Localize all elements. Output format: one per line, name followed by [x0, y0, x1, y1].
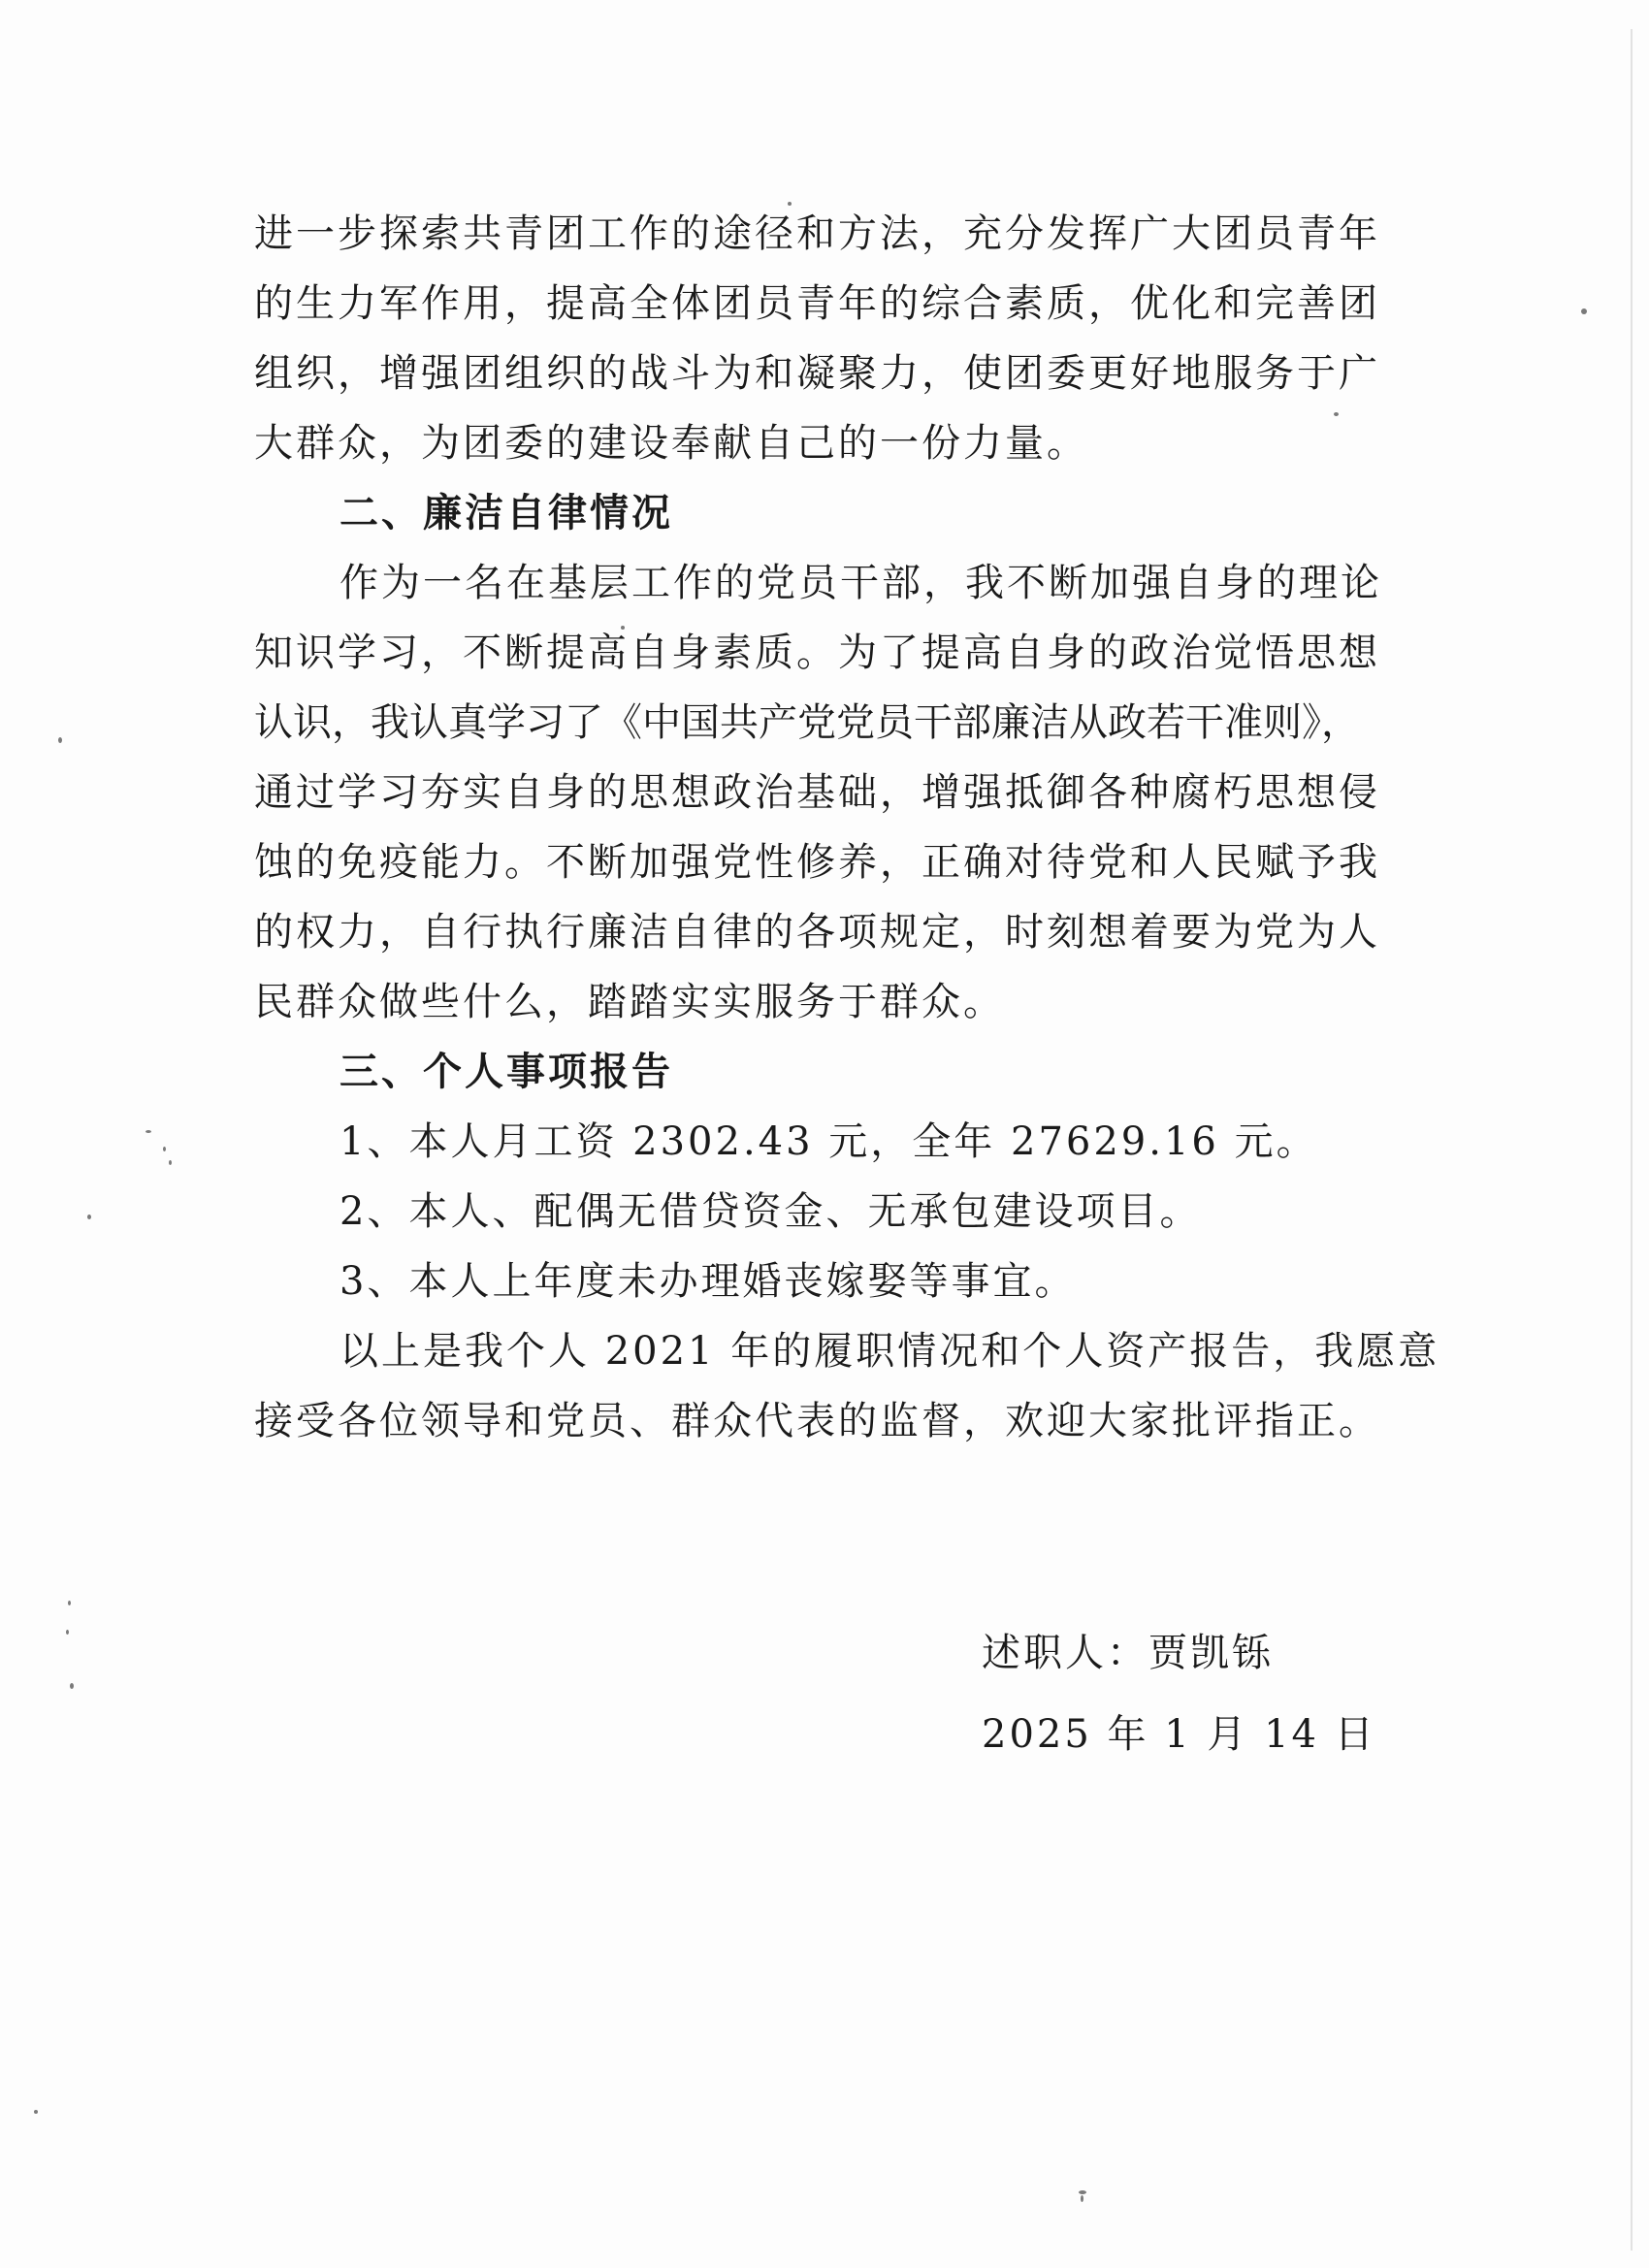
paragraph-line: 组织，增强团组织的战斗为和凝聚力，使团委更好地服务于广: [254, 351, 1380, 396]
scan-speck: [58, 737, 62, 743]
list-item: 1、本人月工资 2302.43 元，全年 27629.16 元。: [340, 1119, 1318, 1164]
paragraph-line: 民群众做些什么，踏踏实实服务于群众。: [254, 980, 1005, 1024]
paragraph-line: 蚀的免疫能力。不断加强党性修养，正确对待党和人民赋予我: [254, 840, 1380, 885]
closing-line: 接受各位领导和党员、群众代表的监督，欢迎大家批评指正。: [254, 1399, 1380, 1443]
signature-block: [982, 1612, 1564, 1775]
scan-speck: [1079, 2190, 1086, 2194]
paragraph-line: 作为一名在基层工作的党员干部，我不断加强自身的理论: [340, 561, 1382, 605]
scan-speck: [68, 1601, 71, 1605]
scan-speck: [1081, 2195, 1083, 2202]
scan-speck: [1581, 308, 1587, 314]
paragraph-line: 的生力军作用，提高全体团员青年的综合素质，优化和完善团: [254, 281, 1380, 326]
signatory-name: 述职人：贾凯铄: [982, 1631, 1274, 1675]
scan-speck: [1334, 412, 1339, 416]
scan-speck: [146, 1130, 151, 1133]
list-item: 2、本人、配偶无借贷资金、无承包建设项目。: [340, 1189, 1202, 1234]
paragraph-line: 认识，我认真学习了《中国共产党党员干部廉洁从政若干准则》，: [254, 700, 1360, 745]
scan-speck: [169, 1160, 172, 1165]
scan-speck: [66, 1630, 69, 1635]
paragraph-line: 通过学习夯实自身的思想政治基础，增强抵御各种腐朽思想侵: [254, 770, 1380, 815]
list-item: 3、本人上年度未办理婚丧嫁娶等事宜。: [340, 1259, 1077, 1304]
document-body: [254, 199, 1438, 1456]
scan-speck: [87, 1215, 91, 1219]
scan-speck: [34, 2110, 38, 2114]
scan-speck: [70, 1683, 74, 1689]
scan-edge-line: [1631, 29, 1633, 2251]
section-heading-integrity: 二、廉洁自律情况: [340, 491, 673, 535]
scan-speck: [788, 202, 792, 206]
paragraph-line: 知识学习，不断提高自身素质。为了提高自身的政治觉悟思想: [254, 631, 1380, 675]
signature-date: 2025 年 1 月 14 日: [982, 1712, 1376, 1757]
paragraph-line: 大群众，为团委的建设奉献自己的一份力量。: [254, 421, 1088, 466]
closing-line: 以上是我个人 2021 年的履职情况和个人资产报告，我愿意: [340, 1329, 1440, 1374]
paragraph-line: 的权力，自行执行廉洁自律的各项规定，时刻想着要为党为人: [254, 910, 1380, 955]
scan-speck: [163, 1147, 166, 1151]
paragraph-line: 进一步探索共青团工作的途径和方法，充分发挥广大团员青年: [254, 211, 1380, 256]
section-heading-personal-matters: 三、个人事项报告: [340, 1050, 673, 1094]
scan-speck: [621, 626, 625, 630]
